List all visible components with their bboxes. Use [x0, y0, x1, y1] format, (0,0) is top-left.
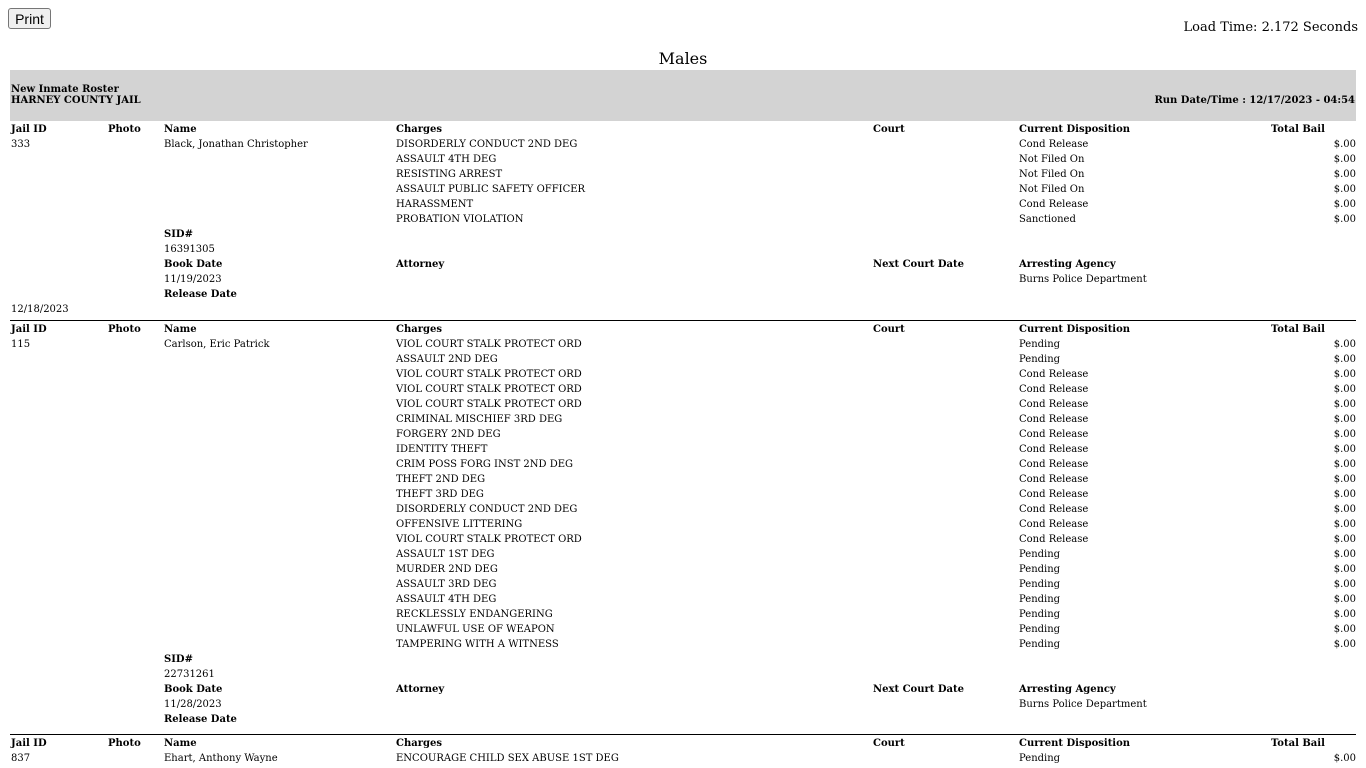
col-total-bail: Total Bail	[1271, 324, 1325, 335]
bail: $.00	[1333, 199, 1356, 210]
charge-row	[11, 532, 1356, 547]
disposition: Pending	[1019, 549, 1061, 560]
charge-row	[11, 637, 1356, 652]
sid-label-row	[11, 227, 1356, 242]
disposition: Sanctioned	[1019, 214, 1076, 225]
col-name: Name	[164, 738, 197, 749]
disposition: Cond Release	[1019, 384, 1089, 395]
disposition: Pending	[1019, 579, 1061, 590]
inmate-record	[11, 322, 1356, 727]
col-court: Court	[873, 124, 905, 135]
charge: ASSAULT 1ST DEG	[396, 549, 495, 560]
charge-row	[11, 352, 1356, 367]
charge: MURDER 2ND DEG	[396, 564, 498, 575]
charge-row	[11, 212, 1356, 227]
release-value-row	[11, 302, 1356, 317]
inmate-name: Carlson, Eric Patrick	[164, 339, 270, 350]
column-header-row	[11, 322, 1356, 337]
bail: $.00	[1333, 594, 1356, 605]
col-jail-id: Jail ID	[11, 124, 47, 135]
col-photo: Photo	[108, 738, 141, 749]
column-header-row	[11, 736, 1356, 751]
charge-row	[11, 577, 1356, 592]
charge-row	[11, 547, 1356, 562]
charge-row	[11, 182, 1356, 197]
col-photo: Photo	[108, 324, 141, 335]
sid-label: SID#	[164, 229, 193, 240]
bail: $.00	[1333, 519, 1356, 530]
bail: $.00	[1333, 489, 1356, 500]
arresting-agency-label: Arresting Agency	[1019, 684, 1116, 695]
charge-row	[11, 607, 1356, 622]
col-charges: Charges	[396, 738, 442, 749]
charge: DISORDERLY CONDUCT 2ND DEG	[396, 139, 578, 150]
charge-row	[11, 137, 1356, 152]
bail: $.00	[1333, 339, 1356, 350]
bail: $.00	[1333, 369, 1356, 380]
col-name: Name	[164, 124, 197, 135]
bail: $.00	[1333, 154, 1356, 165]
jail-id: 837	[11, 753, 31, 764]
bail: $.00	[1333, 549, 1356, 560]
charge-row	[11, 167, 1356, 182]
attorney-label: Attorney	[396, 684, 445, 695]
bail: $.00	[1333, 214, 1356, 225]
bail: $.00	[1333, 639, 1356, 650]
charge: ASSAULT PUBLIC SAFETY OFFICER	[396, 184, 586, 195]
col-court: Court	[873, 738, 905, 749]
disposition: Cond Release	[1019, 199, 1089, 210]
charge-row	[11, 337, 1356, 352]
attorney-label: Attorney	[396, 259, 445, 270]
charge-row	[11, 197, 1356, 212]
bail: $.00	[1333, 624, 1356, 635]
charge-row	[11, 152, 1356, 167]
disposition: Cond Release	[1019, 429, 1089, 440]
print-button[interactable]: Print	[8, 8, 51, 29]
charge-row	[11, 562, 1356, 577]
bail: $.00	[1333, 414, 1356, 425]
bail: $.00	[1333, 534, 1356, 545]
arresting-agency: Burns Police Department	[1019, 699, 1147, 710]
charge-row	[11, 457, 1356, 472]
column-header-row	[11, 122, 1356, 137]
charge: VIOL COURT STALK PROTECT ORD	[396, 369, 582, 380]
arresting-agency: Burns Police Department	[1019, 274, 1147, 285]
charge-row	[11, 487, 1356, 502]
disposition: Cond Release	[1019, 414, 1089, 425]
charge-row	[11, 367, 1356, 382]
release-date: 12/18/2023	[11, 304, 69, 315]
bail: $.00	[1333, 139, 1356, 150]
inmate-name: Black, Jonathan Christopher	[164, 139, 308, 150]
charge: VIOL COURT STALK PROTECT ORD	[396, 339, 582, 350]
release-date-label: Release Date	[164, 289, 237, 300]
sid-value-row	[11, 667, 1356, 682]
bail: $.00	[1333, 429, 1356, 440]
bail: $.00	[1333, 384, 1356, 395]
disposition: Cond Release	[1019, 444, 1089, 455]
charge-row	[11, 622, 1356, 637]
disposition: Cond Release	[1019, 519, 1089, 530]
charge: DISORDERLY CONDUCT 2ND DEG	[396, 504, 578, 515]
disposition: Pending	[1019, 564, 1061, 575]
charge: THEFT 2ND DEG	[396, 474, 486, 485]
charge-row	[11, 472, 1356, 487]
disposition: Cond Release	[1019, 369, 1089, 380]
charge: VIOL COURT STALK PROTECT ORD	[396, 399, 582, 410]
col-court: Court	[873, 324, 905, 335]
col-photo: Photo	[108, 124, 141, 135]
release-date-label: Release Date	[164, 714, 237, 725]
col-charges: Charges	[396, 324, 442, 335]
charge: CRIM POSS FORG INST 2ND DEG	[396, 459, 574, 470]
next-court-date-label: Next Court Date	[873, 259, 964, 270]
charge-row	[11, 427, 1356, 442]
record-divider	[10, 320, 1356, 321]
sid-value-row	[11, 242, 1356, 257]
disposition: Pending	[1019, 609, 1061, 620]
charge: ASSAULT 3RD DEG	[396, 579, 497, 590]
charge-row	[11, 412, 1356, 427]
book-date-label: Book Date	[164, 684, 223, 695]
charge: FORGERY 2ND DEG	[396, 429, 501, 440]
booking-header-row	[11, 682, 1356, 697]
charge: HARASSMENT	[396, 199, 474, 210]
charge: UNLAWFUL USE OF WEAPON	[396, 624, 555, 635]
bail: $.00	[1333, 444, 1356, 455]
charge: VIOL COURT STALK PROTECT ORD	[396, 384, 582, 395]
bail: $.00	[1333, 354, 1356, 365]
charge-row	[11, 382, 1356, 397]
charge: ENCOURAGE CHILD SEX ABUSE 1ST DEG	[396, 753, 619, 764]
inmate-name: Ehart, Anthony Wayne	[164, 753, 278, 764]
charge: ASSAULT 4TH DEG	[396, 594, 497, 605]
booking-header-row	[11, 257, 1356, 272]
report-header	[10, 70, 1356, 121]
sid-value: 22731261	[164, 669, 215, 680]
bail: $.00	[1333, 609, 1356, 620]
bail: $.00	[1333, 459, 1356, 470]
release-label-row	[11, 287, 1356, 302]
col-total-bail: Total Bail	[1271, 124, 1325, 135]
disposition: Pending	[1019, 753, 1061, 764]
charge-row	[11, 751, 1356, 766]
booking-value-row	[11, 697, 1356, 712]
bail: $.00	[1333, 474, 1356, 485]
charge: RESISTING ARREST	[396, 169, 503, 180]
bail: $.00	[1333, 504, 1356, 515]
facility-name: HARNEY COUNTY JAIL	[11, 95, 141, 106]
disposition: Cond Release	[1019, 139, 1089, 150]
disposition: Pending	[1019, 354, 1061, 365]
jail-id: 115	[11, 339, 31, 350]
sid-label-row	[11, 652, 1356, 667]
charge-row	[11, 397, 1356, 412]
bail: $.00	[1333, 184, 1356, 195]
sid-label: SID#	[164, 654, 193, 665]
run-date: Run Date/Time : 12/17/2023 - 04:54	[1154, 95, 1355, 106]
inmate-record	[11, 122, 1356, 317]
col-charges: Charges	[396, 124, 442, 135]
disposition: Cond Release	[1019, 534, 1089, 545]
charge: VIOL COURT STALK PROTECT ORD	[396, 534, 582, 545]
report-title: New Inmate Roster	[11, 84, 119, 95]
charge: TAMPERING WITH A WITNESS	[396, 639, 559, 650]
disposition: Cond Release	[1019, 504, 1089, 515]
col-total-bail: Total Bail	[1271, 738, 1325, 749]
release-label-row	[11, 712, 1356, 727]
page-title: Males	[658, 49, 708, 68]
charge: THEFT 3RD DEG	[396, 489, 484, 500]
booking-value-row	[11, 272, 1356, 287]
book-date: 11/19/2023	[164, 274, 222, 285]
jail-id: 333	[11, 139, 31, 150]
col-name: Name	[164, 324, 197, 335]
next-court-date-label: Next Court Date	[873, 684, 964, 695]
bail: $.00	[1333, 753, 1356, 764]
load-time: Load Time: 2.172 Seconds	[1183, 20, 1358, 35]
charge: RECKLESSLY ENDANGERING	[396, 609, 553, 620]
charge-row	[11, 502, 1356, 517]
disposition: Not Filed On	[1019, 184, 1085, 195]
disposition: Pending	[1019, 594, 1061, 605]
record-divider	[10, 734, 1356, 735]
book-date-label: Book Date	[164, 259, 223, 270]
bail: $.00	[1333, 169, 1356, 180]
charge: OFFENSIVE LITTERING	[396, 519, 523, 530]
charge-row	[11, 517, 1356, 532]
charge: PROBATION VIOLATION	[396, 214, 524, 225]
disposition: Cond Release	[1019, 489, 1089, 500]
col-disposition: Current Disposition	[1019, 738, 1131, 749]
charge: ASSAULT 2ND DEG	[396, 354, 498, 365]
book-date: 11/28/2023	[164, 699, 222, 710]
col-disposition: Current Disposition	[1019, 324, 1131, 335]
disposition: Cond Release	[1019, 399, 1089, 410]
inmate-record	[11, 736, 1356, 766]
bail: $.00	[1333, 399, 1356, 410]
charge: CRIMINAL MISCHIEF 3RD DEG	[396, 414, 563, 425]
disposition: Pending	[1019, 624, 1061, 635]
disposition: Pending	[1019, 639, 1061, 650]
disposition: Cond Release	[1019, 474, 1089, 485]
charge: IDENTITY THEFT	[396, 444, 488, 455]
col-disposition: Current Disposition	[1019, 124, 1131, 135]
disposition: Cond Release	[1019, 459, 1089, 470]
charge-row	[11, 442, 1356, 457]
bail: $.00	[1333, 579, 1356, 590]
sid-value: 16391305	[164, 244, 215, 255]
disposition: Pending	[1019, 339, 1061, 350]
bail: $.00	[1333, 564, 1356, 575]
col-jail-id: Jail ID	[11, 324, 47, 335]
disposition: Not Filed On	[1019, 154, 1085, 165]
disposition: Not Filed On	[1019, 169, 1085, 180]
charge-row	[11, 592, 1356, 607]
col-jail-id: Jail ID	[11, 738, 47, 749]
charge: ASSAULT 4TH DEG	[396, 154, 497, 165]
arresting-agency-label: Arresting Agency	[1019, 259, 1116, 270]
